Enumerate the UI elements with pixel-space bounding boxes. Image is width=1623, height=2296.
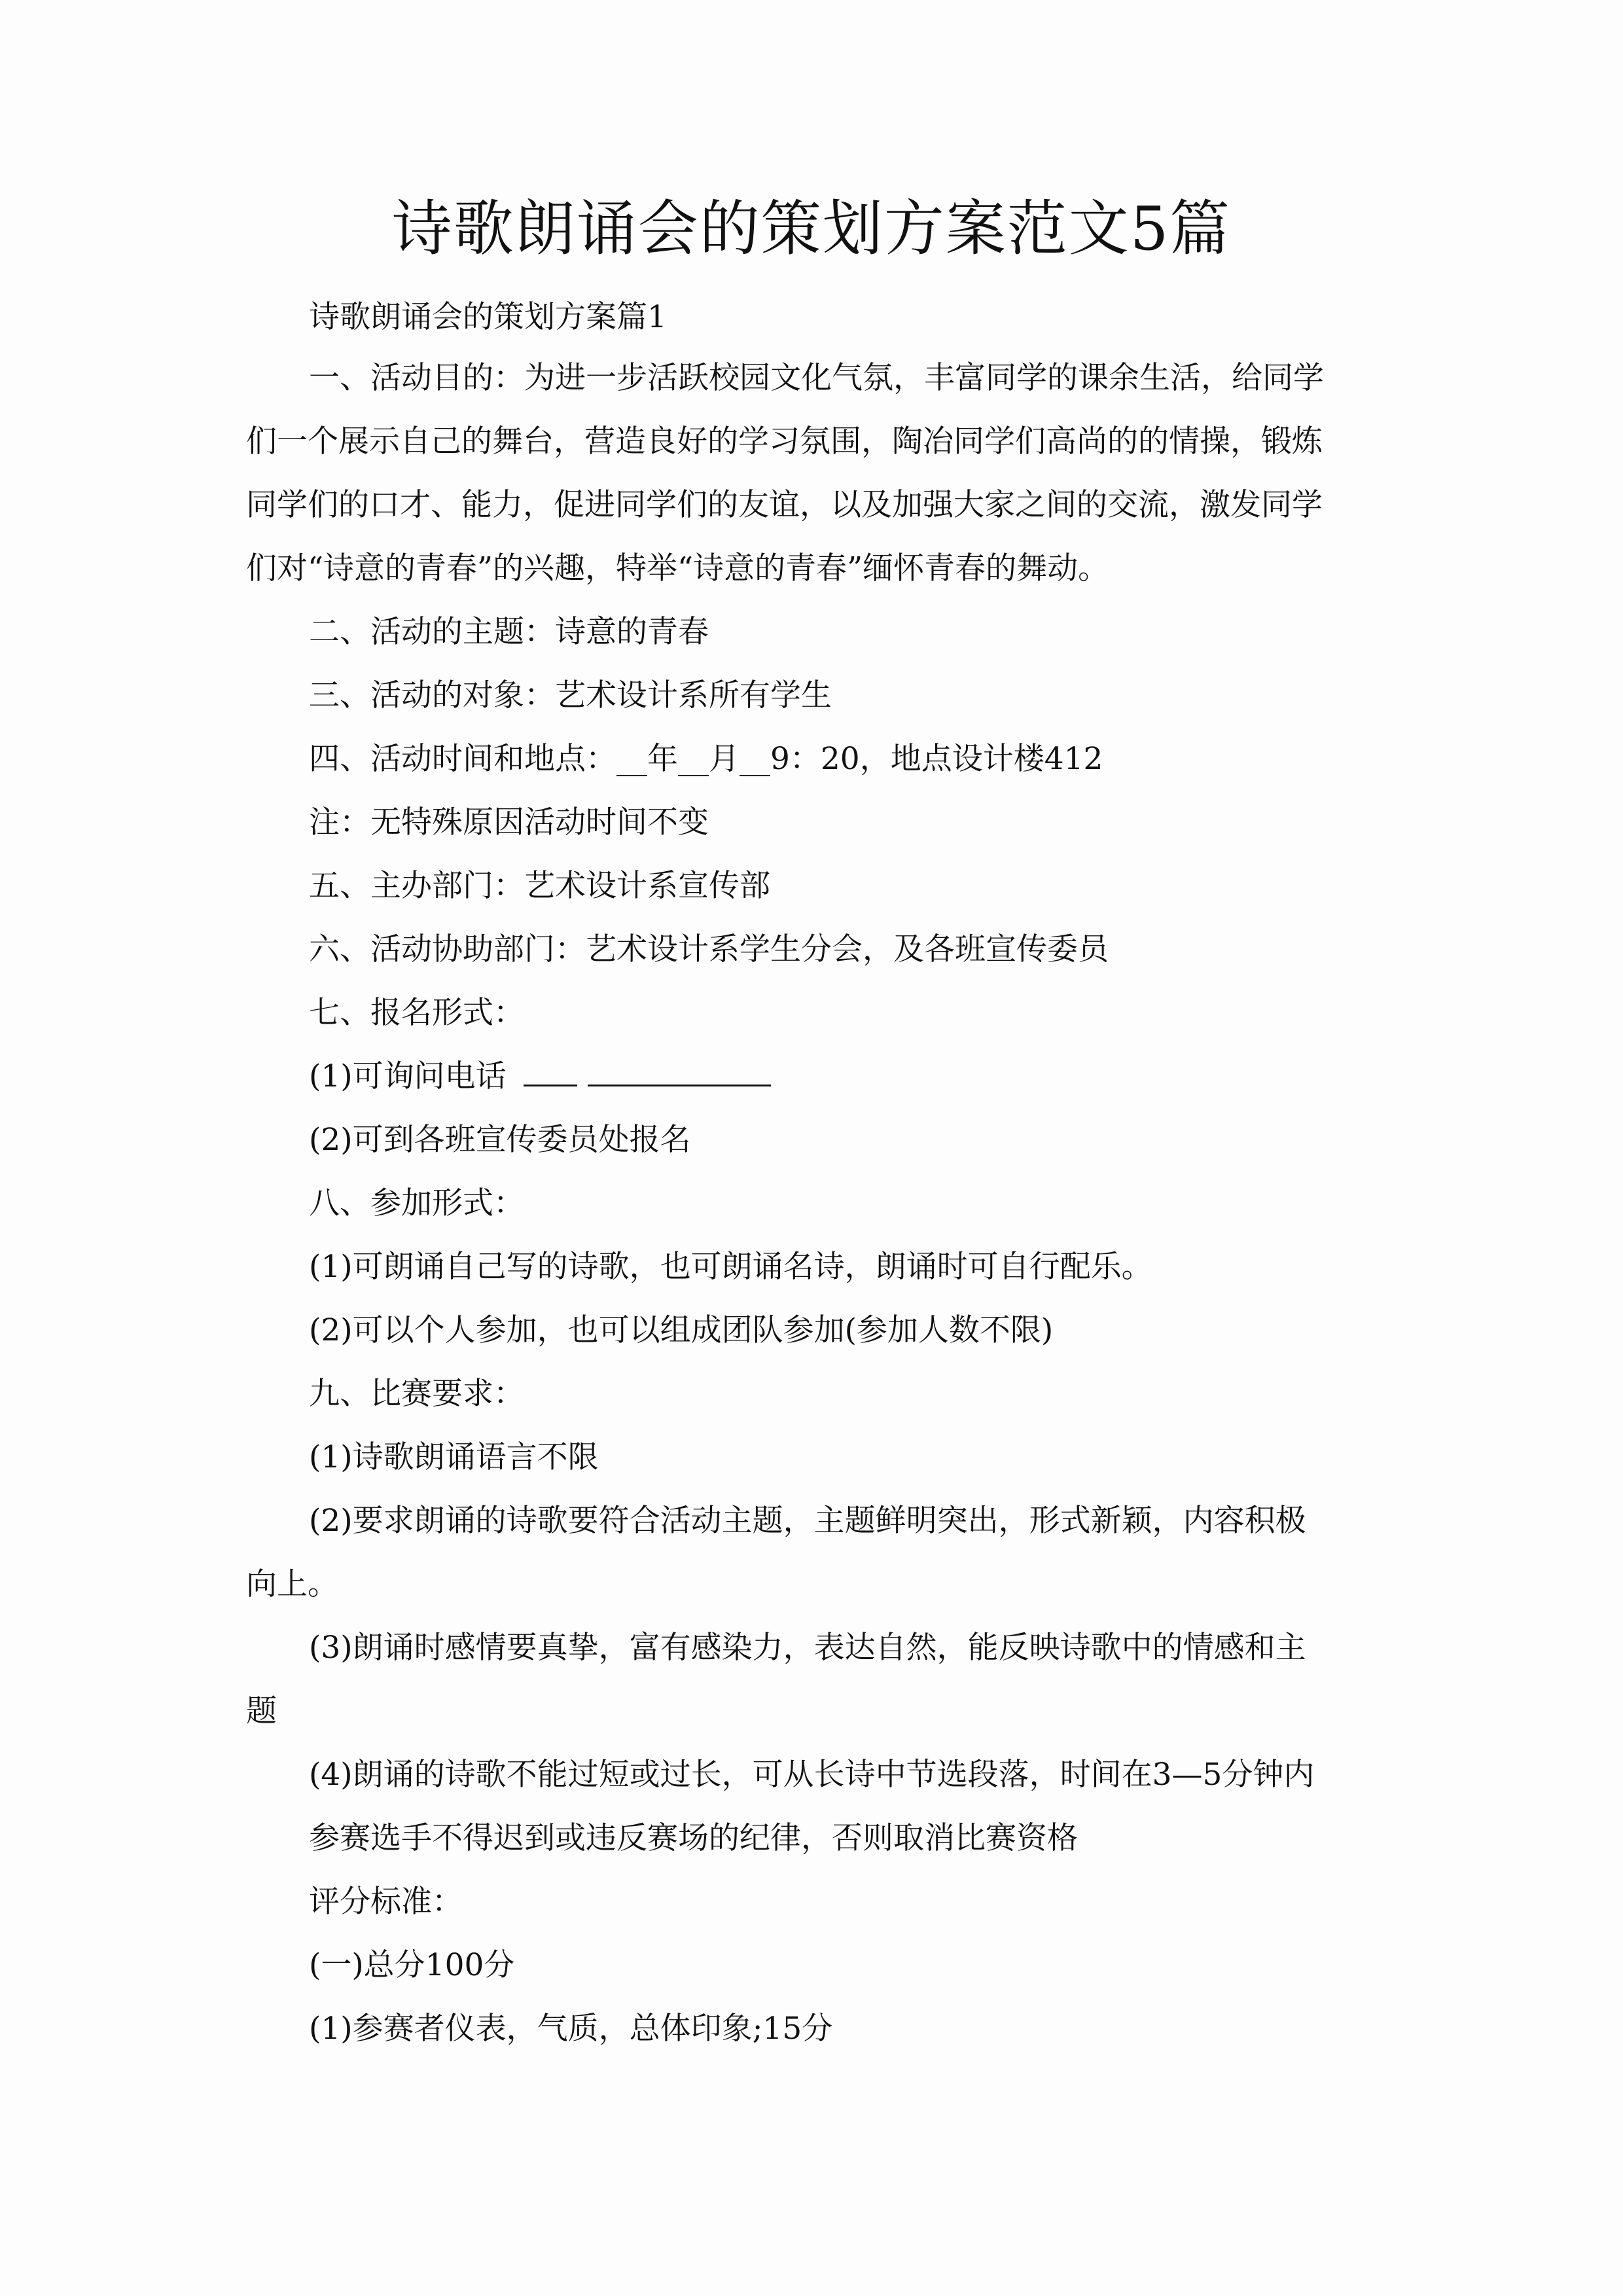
- participation-item-1: (1)可朗诵自己写的诗歌，也可朗诵名诗，朗诵时可自行配乐。: [309, 1249, 1152, 1285]
- document-title: 诗歌朗诵会的策划方案范文5篇: [391, 194, 1232, 264]
- requirement-2-line-2: 向上。: [246, 1566, 338, 1602]
- purpose-line-1: 一、活动目的：为进一步活跃校园文化气氛，丰富同学的课余生活，给同学: [309, 360, 1324, 396]
- purpose-line-4: 们对“诗意的青春”的兴趣，特举“诗意的青春”缅怀青春的舞动。: [246, 550, 1109, 586]
- requirement-1: (1)诗歌朗诵语言不限: [309, 1439, 599, 1475]
- participation-item-2: (2)可以个人参加，也可以组成团队参加(参加人数不限): [309, 1312, 1054, 1348]
- phone-blank-long: [588, 1058, 771, 1086]
- target-line: 三、活动的对象：艺术设计系所有学生: [309, 677, 832, 713]
- register-item-1: [309, 1057, 771, 1096]
- organizer-line: 五、主办部门：艺术设计系宣传部: [309, 868, 770, 904]
- theme-line: 二、活动的主题：诗意的青春: [309, 614, 709, 650]
- phone-blank-short: [524, 1058, 577, 1086]
- purpose-line-2: 们一个展示自己的舞台，营造良好的学习氛围，陶冶同学们高尚的的情操，锻炼: [246, 423, 1323, 459]
- scoring-total: (一)总分100分: [309, 1947, 515, 1983]
- discipline-rule: 参赛选手不得迟到或违反赛场的纪律，否则取消比赛资格: [309, 1820, 1078, 1856]
- purpose-line-3: 同学们的口才、能力，促进同学们的友谊，以及加强大家之间的交流，激发同学: [246, 487, 1323, 523]
- time-place-line: 四、活动时间和地点：__年__月__9：20，地点设计楼412: [309, 741, 1103, 777]
- requirements-heading: 九、比赛要求：: [309, 1376, 524, 1412]
- note-line: 注：无特殊原因活动时间不变: [309, 804, 709, 840]
- section-subtitle: 诗歌朗诵会的策划方案篇1: [309, 299, 667, 335]
- register-item-1-label: (1)可询问电话: [309, 1058, 507, 1094]
- assist-line: 六、活动协助部门：艺术设计系学生分会，及各班宣传委员: [309, 931, 1109, 967]
- requirement-2-line-1: (2)要求朗诵的诗歌要符合活动主题，主题鲜明突出，形式新颖，内容积极: [309, 1503, 1306, 1539]
- requirement-3-line-2: 题: [246, 1693, 277, 1729]
- requirement-3-line-1: (3)朗诵时感情要真挚，富有感染力，表达自然，能反映诗歌中的情感和主: [309, 1630, 1306, 1666]
- scoring-item-1: (1)参赛者仪表，气质，总体印象;15分: [309, 2011, 833, 2047]
- requirement-4: (4)朗诵的诗歌不能过短或过长，可从长诗中节选段落，时间在3—5分钟内: [309, 1757, 1315, 1793]
- register-item-2: (2)可到各班宣传委员处报名: [309, 1122, 691, 1158]
- scoring-heading: 评分标准：: [309, 1884, 463, 1920]
- register-heading: 七、报名形式：: [309, 995, 524, 1031]
- participation-heading: 八、参加形式：: [309, 1185, 524, 1221]
